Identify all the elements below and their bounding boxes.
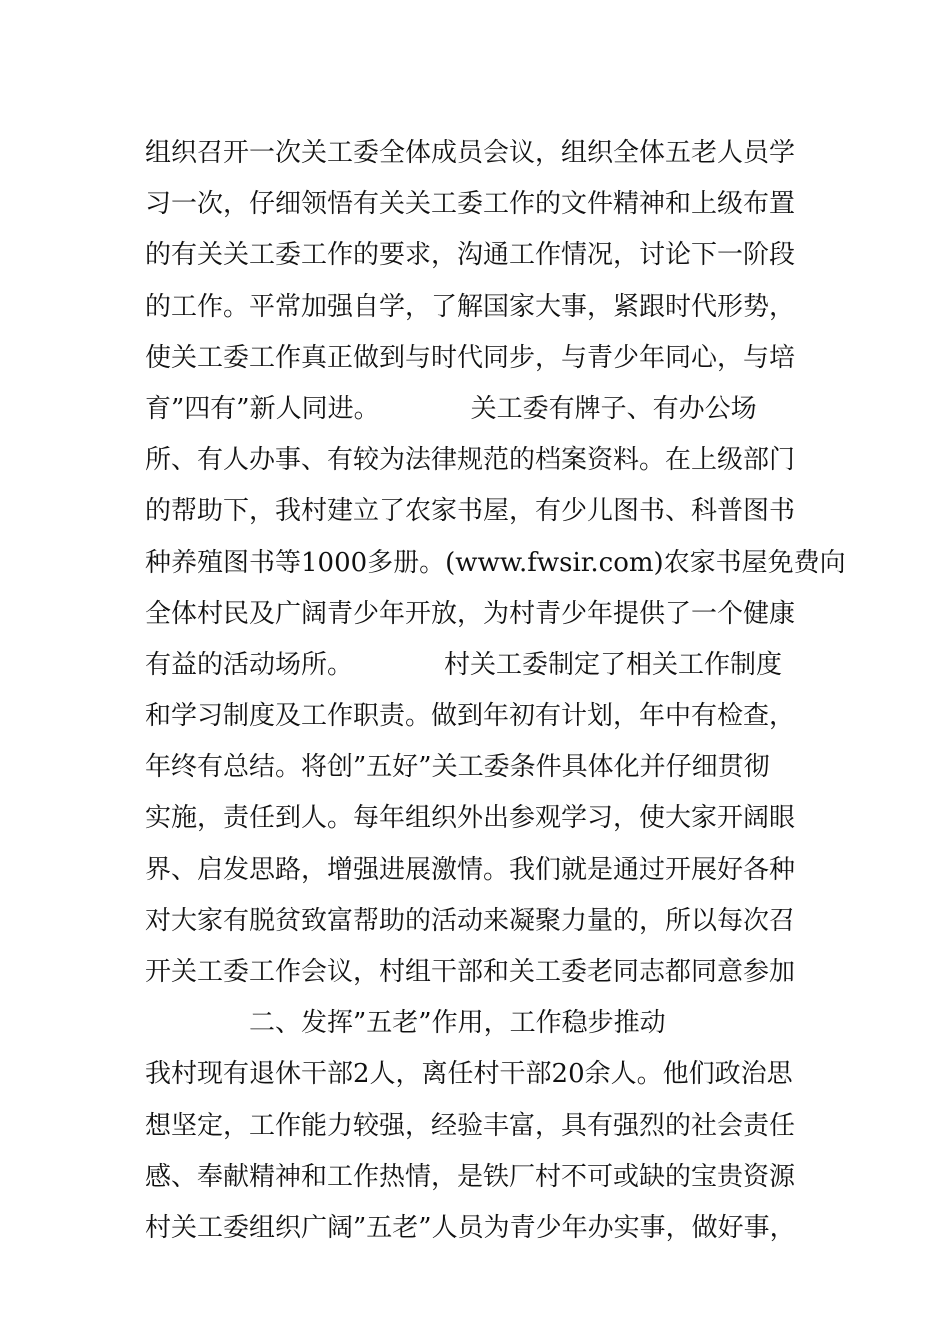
text-line: 开关工委工作会议，村组干部和关工委老同志都同意参加 — [145, 957, 796, 987]
text-line: 使关工委工作真正做到与时代同步，与青少年同心，与培 — [145, 342, 796, 373]
text-line: 想坚定，工作能力较强，经验丰富，具有强烈的社会责任 — [145, 1110, 796, 1141]
text-line: 年终有总结。将创”五好”关工委条件具体化并仔细贯彻 — [145, 752, 770, 783]
text-line: 村关工委组织广阔”五老”人员为青少年办实事，做好事， — [145, 1212, 796, 1243]
text-line: 实施，责任到人。每年组织外出参观学习，使大家开阔眼 — [145, 803, 796, 834]
text-line: 全体村民及广阔青少年开放，为村青少年提供了一个健康 — [145, 598, 796, 629]
text-line: 的帮助下，我村建立了农家书屋，有少儿图书、科普图书 — [145, 496, 796, 527]
text-line: 有益的活动场所。 村关工委制定了相关工作制度 — [145, 649, 783, 680]
text-line: 所、有人办事、有较为法律规范的档案资料。在上级部门 — [145, 445, 796, 476]
text-line: 习一次，仔细领悟有关关工委工作的文件精神和上级布置 — [145, 189, 796, 220]
text-line: 对大家有脱贫致富帮助的活动来凝聚力量的，所以每次召 — [145, 905, 796, 936]
text-line: 的工作。平常加强自学，了解国家大事，紧跟时代形势， — [145, 291, 796, 322]
text-line: 育”四有”新人同进。 关工委有牌子、有办公场 — [145, 393, 757, 424]
text-line: 我村现有退休干部2人，离任村干部20余人。他们政治思 — [145, 1059, 793, 1090]
text-line: 界、启发思路，增强进展激情。我们就是通过开展好各种 — [145, 854, 796, 885]
text-line: 组织召开一次关工委全体成员会议，组织全体五老人员学 — [145, 138, 796, 168]
body-text — [145, 128, 846, 1254]
text-line: 感、奉献精神和工作热情，是铁厂村不可或缺的宝贵资源 — [145, 1161, 796, 1192]
text-line: 的有关关工委工作的要求，沟通工作情况，讨论下一阶段 — [145, 240, 796, 271]
section-heading: 二、发挥”五老”作用，工作稳步推动 — [145, 1008, 666, 1039]
text-line: 和学习制度及工作职责。做到年初有计划，年中有检查， — [145, 701, 796, 732]
text-line: 种养殖图书等1000多册。(www.fwsir.com)农家书屋免费向 — [145, 547, 846, 578]
